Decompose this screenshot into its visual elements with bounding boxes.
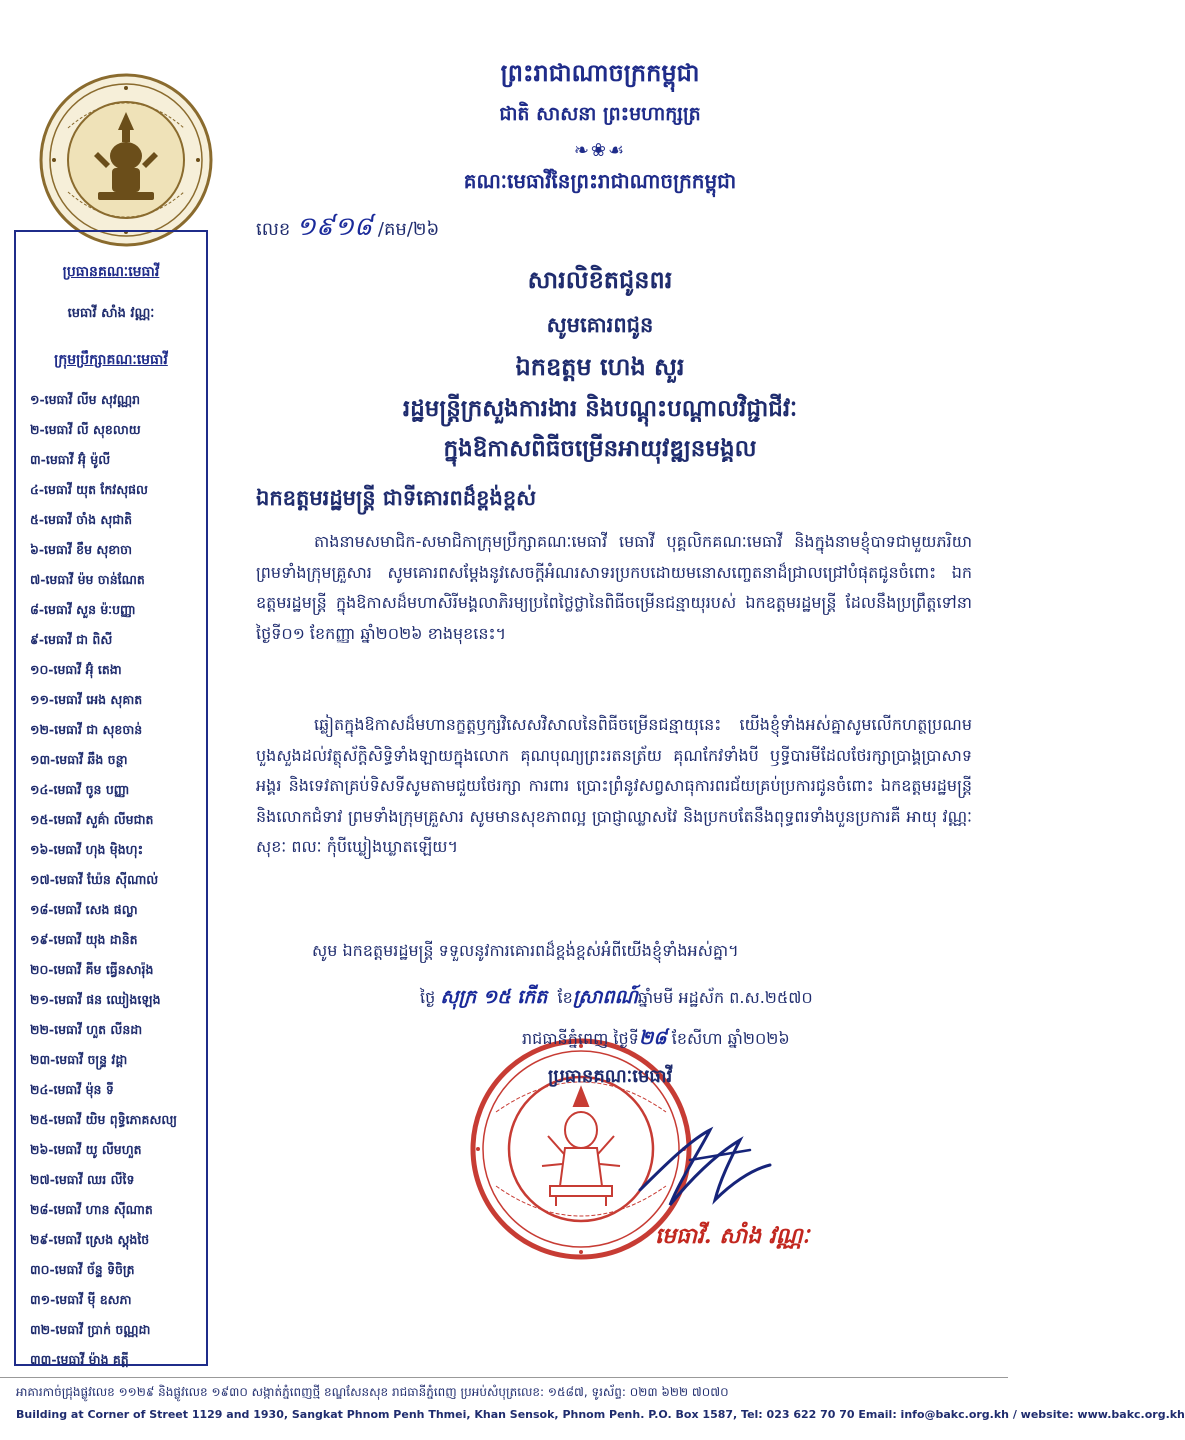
footer-address-khmer: អាគារកាច់ជ្រុងផ្លូវលេខ ១១២៩ និងផ្លូវលេខ ១៩៣០ សង្កាត់ភ្នំពេញថ្មី ខណ្ឌសែនសុខ រាជធានីភ្នំពេញ ប្រអប់សំបុត្រលេខ: ១៥៨៧, ទូរស័ព្ទ: ០២៣ ៦២២ ៧០៧០	[16, 1385, 729, 1399]
council-member: ២៦-មេធាវី យូ លីមហួត	[30, 1142, 142, 1157]
council-sidebar	[14, 230, 208, 1366]
letter-title: សារលិខិតជូនពរ	[527, 266, 673, 294]
body-paragraph-1: តាងនាមសមាជិក-សមាជិកាក្រុមប្រឹក្សាគណៈមេធាវី មេធាវី បុគ្គលិកគណៈមេធាវី និងក្នុងនាមខ្ញុំបាទជាមួយភរិយា ព្រមទាំងក្រុមគ្រួសារ សូមគោរពសម្តែងនូវសេចក្តីអំណរសាទរប្រកបដោយមនោសញ្ចេតនាដ៏ជ្រាលជ្រៅបំផុតជូនចំពោះ ឯកឧត្តមរដ្ឋមន្ត្រី ក្នុងឱកាសដ៏មហាសិរីមង្គលាភិរម្យប្រពៃថ្លៃថ្លានៃពិធីចម្រើនជន្មាយុរបស់ ឯកឧត្តមរដ្ឋមន្ត្រី ដែលនឹងប្រព្រឹត្តទៅនាថ្ងៃទី០១ ខែកញ្ញា ឆ្នាំ២០២៦ ខាងមុខនេះ។	[256, 532, 972, 643]
reference-suffix: /គម/២៦	[377, 219, 440, 240]
council-member: ៥-មេធាវី ចាំង សុជាតិ	[30, 512, 133, 527]
council-heading: ក្រុមប្រឹក្សាគណៈមេធាវី	[54, 352, 168, 368]
council-member: ២៧-មេធាវី ឈរ លីទៃ	[30, 1172, 135, 1187]
council-member: ១-មេធាវី លីម សុវណ្ណរា	[30, 392, 141, 407]
salutation: ឯកឧត្តមរដ្ឋមន្ត្រី ជាទីគោរពដ៏ខ្ពង់ខ្ពស់	[256, 486, 537, 510]
closing-paragraph: សូម ឯកឧត្តមរដ្ឋមន្ត្រី ទទួលនូវការគោរពដ៏ខ្ពង់ខ្ពស់អំពីយើងខ្ញុំទាំងអស់គ្នា។	[312, 941, 739, 960]
council-member: ៣១-មេធាវី ម៉ី ឧសភា	[30, 1292, 132, 1307]
council-member: ៤-មេធាវី យុត កែវសុផល	[30, 482, 148, 497]
recipient-position: រដ្ឋមន្ត្រីក្រសួងការងារ និងបណ្តុះបណ្តាលវិជ្ជាជីវៈ	[402, 396, 798, 422]
lunar-month-handwritten: ស្រាពណ៍	[572, 986, 638, 1008]
council-member: ២៤-មេធាវី ម៉ុន ទី	[30, 1082, 114, 1097]
council-member: ១០-មេធាវី អ៊ុំ តេងា	[30, 662, 122, 677]
council-member: ២៥-មេធាវី យិម ពុទ្ធិភោគសល្យ	[30, 1112, 178, 1127]
solar-date-prefix: រាជធានីភ្នំពេញ ថ្ងៃទី	[522, 1029, 639, 1048]
council-member: ៣-មេធាវី អ៊ុំ ម៉ូលី	[30, 452, 111, 467]
organization-name: គណៈមេធាវីនៃព្រះរាជាណាចក្រកម្ពុជា	[463, 169, 737, 193]
council-member: ១២-មេធាវី ជា សុខចាន់	[30, 722, 143, 737]
council-member: ២៣-មេធាវី ចន្ទ្រ វដ្ដា	[30, 1052, 128, 1067]
council-member: ១៤-មេធាវី ចូន បញ្ញា	[30, 782, 130, 797]
council-member: ១៣-មេធាវី ឆឹង ចន្ថា	[30, 752, 128, 767]
solar-day-handwritten: ២៨	[638, 1027, 667, 1049]
body-paragraph-2: ឆ្លៀតក្នុងឱកាសដ៏មហានក្ខត្តឫក្សវិសេសវិសាលនៃពិធីចម្រើនជន្មាយុនេះ យើងខ្ញុំទាំងអស់គ្នាសូមលើកហត្ថប្រណមបួងសួងដល់វត្ថុស័ក្តិសិទ្ធិទាំងឡាយក្នុងលោក គុណបុណ្យព្រះរតនត្រ័យ គុណកែវទាំងបី ឫទ្ធីបារមីដែលថែរក្សាប្រាង្គប្រាសាទអង្គរ និងទេវតាគ្រប់ទិសទីសូមតាមជួយថែរក្សា ការពារ ប្រោះព្រំនូវសព្វសាធុការពរជ័យគ្រប់ប្រការជូនចំពោះ ឯកឧត្តមរដ្ឋមន្ត្រី និងលោកជំទាវ ព្រមទាំងក្រុមគ្រួសារ សូមមានសុខភាពល្អ ប្រាជ្ញាឈ្លាសវៃ និងប្រកបតែនឹងពុទ្ធពរទាំងបួនប្រការគឺ អាយុ វណ្ណៈ សុខៈ ពលៈ កុំបីឃ្លៀងឃ្លាតឡើយ។	[256, 715, 972, 856]
council-member: ២២-មេធាវី ហួត លីនដា	[30, 1022, 143, 1037]
solar-date-rest: ខែសីហា ឆ្នាំ២០២៦	[671, 1029, 790, 1048]
council-member: ១៦-មេធាវី ហុង ម៉ិងហុះ	[30, 842, 144, 857]
signatory-name: មេធាវី. សាំង វណ្ណៈ	[655, 1223, 810, 1249]
president-name: មេធាវី សាំង វណ្ណៈ	[67, 306, 155, 321]
national-motto: ជាតិ សាសនា ព្រះមហាក្សត្រ	[499, 103, 701, 125]
council-member: ២៨-មេធាវី ហាន ស៊ីណាត	[30, 1202, 153, 1217]
footer-divider	[0, 1377, 1008, 1378]
council-member: ៦-មេធាវី ខឹម សុខាចា	[30, 542, 133, 557]
reference-handwritten-number: ១៩១៨	[296, 212, 373, 242]
recipient-name: ឯកឧត្តម ហេង សួរ	[515, 353, 685, 381]
footer-address-english: Building at Corner of Street 1129 and 1930, Sangkat Phnom Penh Thmei, Khan Sensok, Phnom Penh. P.O. Box 1587, Tel: 023 622 70 70 Email: info@bakc.org.kh / website: www.bakc.org.kh	[16, 1408, 1185, 1421]
council-member: ៣២-មេធាវី ប្រាក់ ចណ្ណដា	[30, 1322, 151, 1337]
reference-prefix: លេខ	[256, 219, 291, 240]
respectfully-to-line: សូមគោរពជូន	[546, 313, 654, 337]
council-member: ១៧-មេធាវី ឃ៉ែន ស៊ីណាល់	[30, 872, 159, 887]
council-member: ១១-មេធាវី អេង សុគាត	[30, 692, 143, 707]
council-member: ៨-មេធាវី សួន ម៉ៈបញ្ញា	[30, 602, 136, 617]
council-member: ២១-មេធាវី ផន ឈៀងឡេង	[30, 992, 161, 1007]
solar-date-line	[522, 1026, 972, 1054]
council-member: ២០-មេធាវី គីម ធ្វើនសារ៉ុង	[30, 962, 154, 977]
lunar-date-rest: ឆ្នាំមមី អដ្ឋស័ក ព.ស.២៥៧០	[637, 988, 813, 1007]
kingdom-heading: ព្រះរាជាណាចក្រកម្ពុជា	[500, 59, 700, 87]
occasion-line: ក្នុងឱកាសពិធីចម្រើនអាយុវឌ្ឍនមង្គល	[443, 436, 757, 462]
president-heading: ប្រធានគណៈមេធាវី	[62, 264, 160, 280]
ornament-divider: ❧❀☙	[573, 140, 627, 161]
council-member: ១៩-មេធាវី យុង ដានិត	[30, 932, 138, 947]
signatory-title: ប្រធានគណៈមេធាវី	[548, 1066, 673, 1087]
lunar-date-prefix: ថ្ងៃ	[420, 988, 436, 1007]
reference-number	[256, 210, 439, 248]
council-member: ៣០-មេធាវី ច័ន្ទ ទិចិត្រ	[30, 1262, 135, 1277]
council-member: ៣៣-មេធាវី ម៉ាង គត្តី	[30, 1352, 129, 1367]
lunar-month-prefix: ខែ	[557, 988, 573, 1007]
handwritten-signature-icon	[620, 1110, 780, 1220]
bar-association-seal-icon	[38, 72, 214, 248]
council-member: ៩-មេធាវី ជា ពិសី	[30, 632, 113, 647]
lunar-date-line	[420, 985, 980, 1013]
council-member: ១៥-មេធាវី សួគ៌ា លីមជាត	[30, 812, 154, 827]
council-member: ២-មេធាវី លី សុខលាយ	[30, 422, 141, 437]
council-member: ១៨-មេធាវី សេង ផល្លា	[30, 902, 138, 917]
council-member-list	[16, 385, 206, 1375]
council-member: ៧-មេធាវី ម៉ម ចាន់ណែត	[30, 572, 145, 587]
lunar-day-handwritten: សុក្រ ១៥ កើត	[440, 986, 548, 1008]
council-member: ២៩-មេធាវី ស្រេង ស្តុងថៃ	[30, 1232, 150, 1247]
